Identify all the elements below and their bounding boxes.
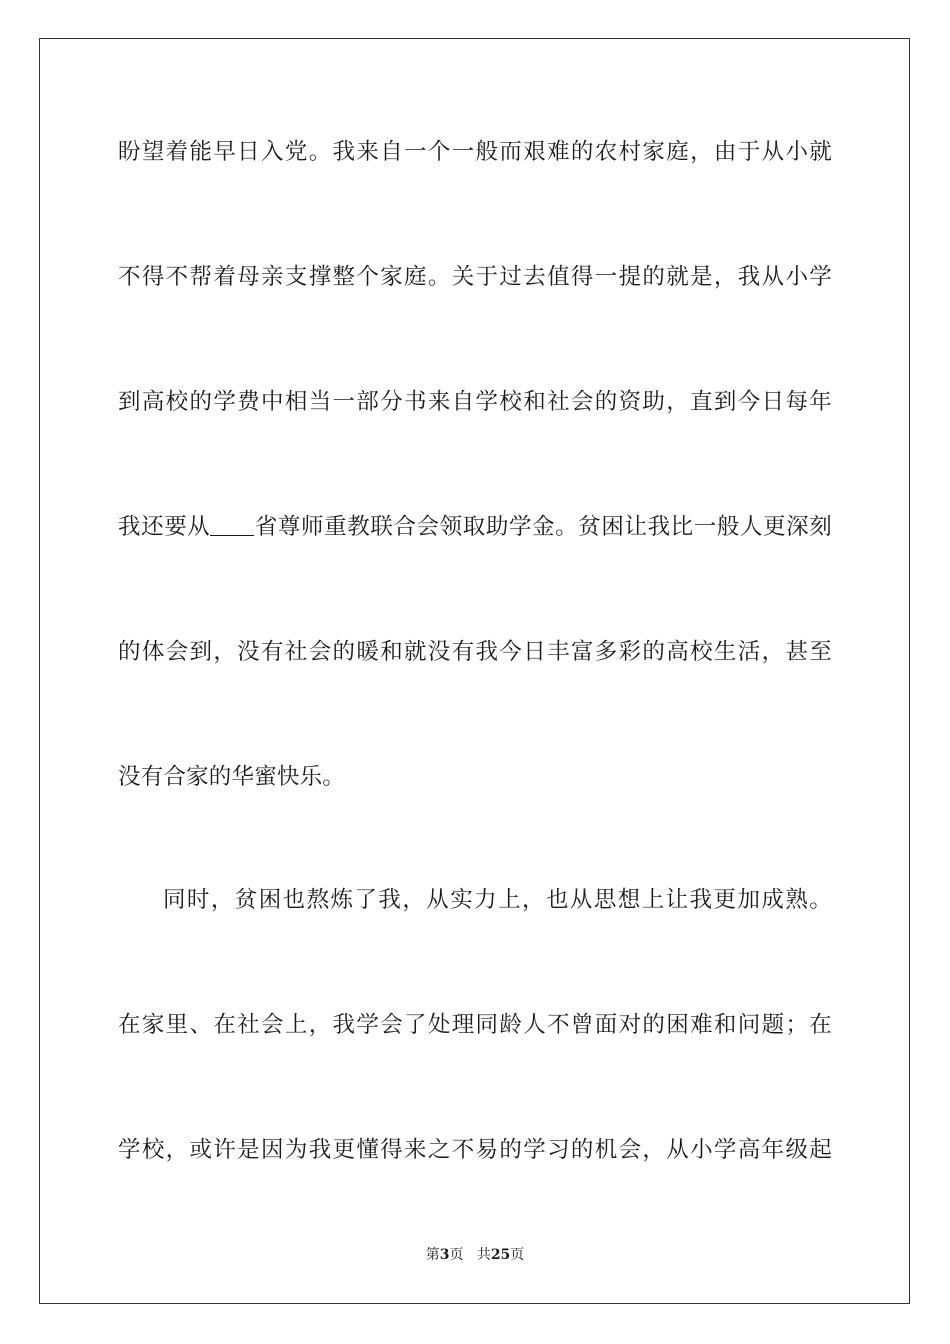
body-line-6: 没有合家的华蜜快乐。	[118, 764, 346, 790]
body-line-2: 不得不帮着母亲支撑整个家庭。关于过去值得一提的就是，我从小学	[118, 264, 832, 290]
page-footer	[0, 1245, 950, 1265]
page-border	[39, 38, 910, 1304]
footer-total-prefix: 共	[476, 1247, 491, 1263]
body-line-7: 同时，贫困也熬炼了我，从实力上，也从思想上让我更加成熟。	[163, 887, 832, 913]
footer-page-prefix: 第	[425, 1247, 440, 1263]
body-line-9: 学校，或许是因为我更懂得来之不易的学习的机会，从小学高年级起	[118, 1137, 832, 1163]
body-line-4-end: 省尊师重教联合会领取助学金。贫困让我比一般人更深刻	[254, 514, 832, 540]
footer-page-suffix: 页	[449, 1247, 464, 1263]
body-line-4	[118, 512, 832, 542]
body-line-4-start: 我还要从	[118, 514, 211, 540]
body-line-5: 的体会到，没有社会的暖和就没有我今日丰富多彩的高校生活，甚至	[118, 639, 832, 665]
body-line-3: 到高校的学费中相当一部分书来自学校和社会的资助，直到今日每年	[118, 389, 832, 415]
footer-page-total: 25	[490, 1247, 511, 1263]
footer-page-current: 3	[439, 1247, 450, 1263]
fill-in-blank	[210, 513, 254, 536]
footer-total-suffix: 页	[510, 1247, 525, 1263]
body-line-8: 在家里、在社会上，我学会了处理同龄人不曾面对的困难和问题；在	[118, 1012, 832, 1038]
body-line-1: 盼望着能早日入党。我来自一个一般而艰难的农村家庭，由于从小就	[118, 139, 832, 165]
